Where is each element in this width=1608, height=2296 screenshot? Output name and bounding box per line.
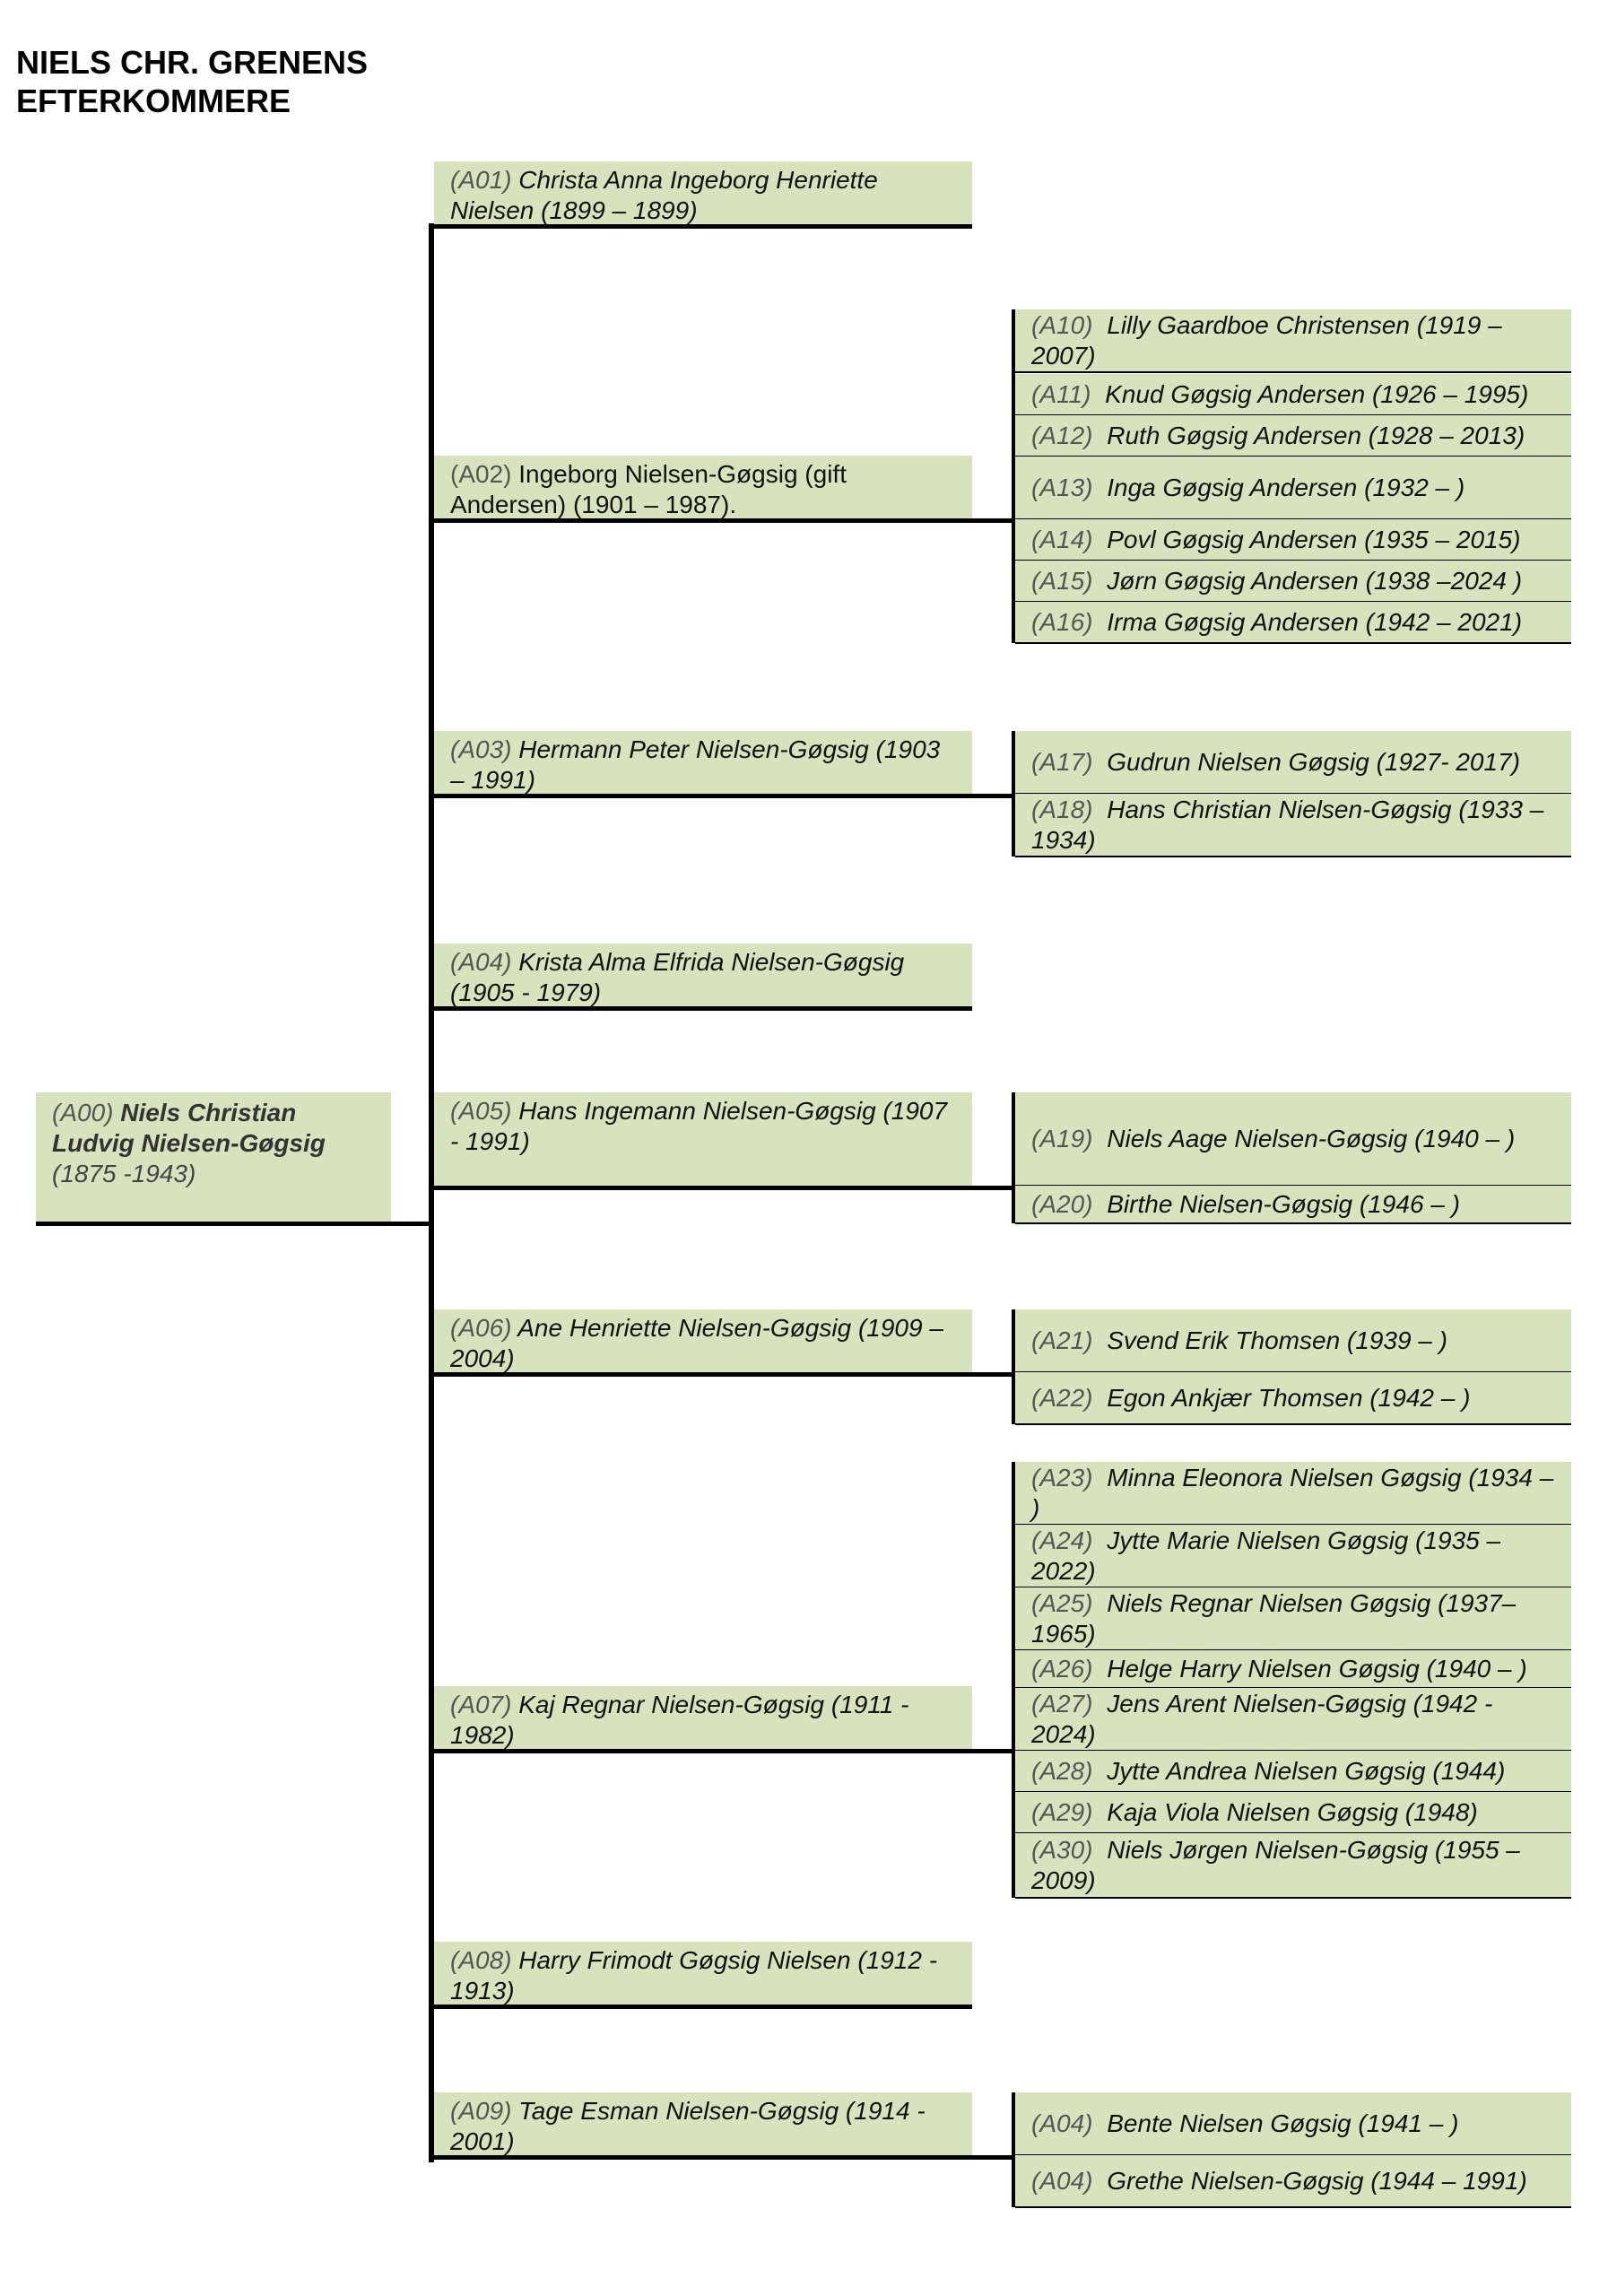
child-underline (434, 1186, 972, 1190)
grandchild-code: (A20) (1031, 1190, 1093, 1218)
child-to-grandchild-connector (972, 518, 1015, 523)
grandchild-name: Niels Aage Nielsen-Gøgsig (1940 – ) (1107, 1125, 1516, 1152)
grandchild-name: Bente Nielsen Gøgsig (1941 – ) (1107, 2109, 1459, 2137)
grandchild-text (1031, 1326, 1447, 1356)
child-box-a03 (434, 731, 972, 794)
grandchild-code: (A16) (1031, 608, 1093, 636)
grandchild-box-a15 (1015, 561, 1571, 602)
grandchild-text (1031, 1797, 1478, 1828)
grandchild-code: (A30) (1031, 1836, 1093, 1864)
grandchild-name: Lilly Gaardboe Christensen (1919 – 2007) (1031, 311, 1502, 370)
grandchild-box-a16 (1015, 602, 1571, 643)
grandchild-code: (A23) (1031, 1464, 1093, 1492)
grandchild-box-a21 (1015, 1309, 1571, 1372)
child-code: (A06) (450, 1314, 518, 1342)
grandchild-code: (A17) (1031, 748, 1093, 776)
grandchild-box-a23 (1015, 1462, 1571, 1525)
grandchild-separator (1015, 371, 1571, 373)
grandchild-name: Svend Erik Thomsen (1939 – ) (1107, 1326, 1447, 1354)
grandchild-name: Jytte Marie Nielsen Gøgsig (1935 – 2022) (1031, 1526, 1501, 1585)
root-person-box (36, 1092, 391, 1222)
grandchild-separator (1015, 1897, 1571, 1899)
child-name: Kaj Regnar Nielsen-Gøgsig (1911 - 1982) (450, 1691, 909, 1749)
child-underline (434, 2155, 972, 2160)
child-underline (434, 2005, 972, 2009)
child-box-a05 (434, 1092, 972, 1186)
child-name: Ane Henriette Nielsen-Gøgsig (1909 – 2004) (450, 1314, 943, 1372)
grandchild-box-a13 (1015, 457, 1571, 519)
child-to-grandchild-connector (972, 1372, 1015, 1377)
grandchild-name: Irma Gøgsig Andersen (1942 – 2021) (1107, 608, 1523, 636)
child-box-a01 (434, 161, 972, 224)
grandchild-name: Niels Jørgen Nielsen-Gøgsig (1955 – 2009) (1031, 1836, 1520, 1894)
grandchild-text (1031, 1835, 1555, 1896)
grandchild-code: (A13) (1031, 474, 1093, 501)
page-title: NIELS CHR. GRENENS EFTERKOMMERE (16, 44, 369, 119)
grandchild-box-a17 (1015, 731, 1571, 794)
child-name: Christa Anna Ingeborg Henriette Nielsen (1899 – 1899) (450, 166, 878, 224)
child-name: Krista Alma Elfrida Nielsen-Gøgsig (1905 - 1979) (450, 948, 905, 1006)
child-box-a07 (434, 1686, 972, 1749)
grandchild-box-a14 (1015, 519, 1571, 561)
grandchild-name: Knud Gøgsig Andersen (1926 – 1995) (1105, 380, 1529, 408)
grandchild-box-a27 (1015, 1688, 1571, 1751)
child-underline (434, 1006, 972, 1011)
grandchild-text (1031, 525, 1520, 555)
grandchild-box-a30 (1015, 1833, 1571, 1898)
child-underline (434, 1372, 972, 1377)
child-code: (A02) (450, 460, 519, 488)
child-name: Tage Esman Nielsen-Gøgsig (1914 - 2001) (450, 2097, 926, 2155)
grandchild-separator (1015, 642, 1571, 644)
grandchild-name: Hans Christian Nielsen-Gøgsig (1933 – 1934) (1031, 796, 1544, 854)
grandchild-name: Helge Harry Nielsen Gøgsig (1940 – ) (1107, 1655, 1527, 1683)
root-name: Niels Christian Ludvig Nielsen-Gøgsig (52, 1099, 326, 1157)
child-name: Harry Frimodt Gøgsig Nielsen (1912 - 1913) (450, 1946, 938, 2005)
grandchild-text (1031, 421, 1525, 451)
child-code: (A03) (450, 735, 519, 763)
child-code: (A05) (450, 1097, 519, 1125)
grandchild-text (1031, 747, 1520, 778)
grandchild-box-a11 (1015, 374, 1571, 415)
grandchild-name: Jens Arent Nielsen-Gøgsig (1942 - 2024) (1031, 1690, 1493, 1748)
grandchild-box-a25 (1015, 1587, 1571, 1650)
grandchild-box-a29 (1015, 1792, 1571, 1833)
grandchild-name: Gudrun Nielsen Gøgsig (1927- 2017) (1107, 748, 1520, 776)
grandchild-text (1031, 566, 1522, 596)
grandchild-code: (A10) (1031, 311, 1093, 339)
grandchild-separator (1015, 856, 1571, 857)
grandchild-name: Kaja Viola Nielsen Gøgsig (1948) (1107, 1798, 1478, 1826)
grandchild-code: (A27) (1031, 1690, 1093, 1718)
grandchild-text (1031, 473, 1465, 503)
child-underline (434, 794, 972, 798)
grandchild-box-a04 (1015, 2092, 1571, 2155)
grandchild-name: Inga Gøgsig Andersen (1932 – ) (1107, 474, 1465, 501)
grandchild-code: (A22) (1031, 1384, 1093, 1412)
grandchild-box-a10 (1015, 309, 1571, 372)
child-code: (A07) (450, 1691, 519, 1718)
grandchild-code: (A04) (1031, 2109, 1093, 2137)
grandchild-name: Egon Ankjær Thomsen (1942 – ) (1107, 1384, 1471, 1412)
grandchild-separator (1015, 1423, 1571, 1425)
grandchild-code: (A24) (1031, 1526, 1093, 1554)
grandchild-text (1031, 1383, 1470, 1413)
grandchild-name: Jørn Gøgsig Andersen (1938 –2024 ) (1107, 567, 1523, 595)
grandchild-text (1031, 2166, 1527, 2196)
child-name: Hans Ingemann Nielsen-Gøgsig (1907 - 1991) (450, 1097, 948, 1155)
grandchild-code: (A26) (1031, 1655, 1093, 1683)
child-to-grandchild-connector (972, 2155, 1015, 2160)
child-box-a06 (434, 1309, 972, 1372)
grandchild-box-a28 (1015, 1751, 1571, 1792)
grandchild-name: Birthe Nielsen-Gøgsig (1946 – ) (1107, 1190, 1460, 1218)
grandchild-text (1031, 310, 1555, 371)
child-underline (434, 224, 972, 229)
grandchild-name: Ruth Gøgsig Andersen (1928 – 2013) (1107, 422, 1525, 449)
child-box-a04 (434, 944, 972, 1006)
child-underline (434, 518, 972, 523)
child-code: (A09) (450, 2097, 519, 2125)
grandchild-separator (1015, 1222, 1571, 1224)
grandchild-box-a12 (1015, 415, 1571, 457)
grandchild-text (1031, 1654, 1527, 1684)
child-box-a08 (434, 1942, 972, 2005)
grandchild-box-a04 (1015, 2155, 1571, 2207)
grandchild-code: (A04) (1031, 2167, 1093, 2195)
child-underline (434, 1749, 972, 1753)
child-code: (A08) (450, 1946, 519, 1974)
grandchild-text (1031, 379, 1528, 410)
grandchild-text (1031, 607, 1522, 638)
grandchild-text (1031, 1689, 1555, 1750)
grandchild-code: (A11) (1031, 380, 1091, 408)
grandchild-code: (A18) (1031, 796, 1093, 823)
grandchild-code: (A21) (1031, 1326, 1093, 1354)
root-years: (1875 -1943) (52, 1160, 196, 1187)
grandchild-code: (A15) (1031, 567, 1093, 595)
grandchild-text (1031, 1756, 1505, 1787)
grandchild-text (1031, 1526, 1555, 1587)
child-code: (A01) (450, 166, 519, 194)
grandchild-text (1031, 1189, 1460, 1220)
grandchild-name: Jytte Andrea Nielsen Gøgsig (1944) (1107, 1757, 1506, 1785)
grandchild-code: (A25) (1031, 1589, 1093, 1617)
grandchild-code: (A19) (1031, 1125, 1093, 1152)
grandchild-text (1031, 1124, 1515, 1154)
grandchild-code: (A12) (1031, 422, 1093, 449)
grandchild-box-a24 (1015, 1525, 1571, 1587)
grandchild-text (1031, 2109, 1458, 2139)
grandchild-box-a20 (1015, 1186, 1571, 1223)
grandchild-name: Grethe Nielsen-Gøgsig (1944 – 1991) (1107, 2167, 1527, 2195)
grandchild-box-a22 (1015, 1372, 1571, 1424)
grandchild-text (1031, 795, 1555, 856)
grandchild-code: (A29) (1031, 1798, 1093, 1826)
child-to-grandchild-connector (972, 1749, 1015, 1753)
grandchild-text (1031, 1588, 1555, 1649)
child-box-a09 (434, 2092, 972, 2155)
child-to-grandchild-connector (972, 1186, 1015, 1190)
grandchild-text (1031, 1463, 1555, 1524)
child-name: Ingeborg Nielsen-Gøgsig (gift Andersen) (1901 – 1987). (450, 460, 847, 518)
child-name: Hermann Peter Nielsen-Gøgsig (1903 – 1991) (450, 735, 941, 794)
grandchild-name: Povl Gøgsig Andersen (1935 – 2015) (1107, 526, 1521, 553)
root-connector (36, 1222, 434, 1226)
grandchild-code: (A14) (1031, 526, 1093, 553)
grandchild-separator (1015, 2206, 1571, 2208)
root-code: (A00) (52, 1099, 114, 1126)
grandchild-name: Minna Eleonora Nielsen Gøgsig (1934 – ) (1031, 1464, 1554, 1522)
child-code: (A04) (450, 948, 519, 976)
child-box-a02 (434, 456, 972, 518)
grandchild-box-a26 (1015, 1650, 1571, 1688)
grandchild-box-a19 (1015, 1092, 1571, 1186)
child-to-grandchild-connector (972, 794, 1015, 798)
grandchild-box-a18 (1015, 794, 1571, 857)
grandchild-code: (A28) (1031, 1757, 1093, 1785)
grandchild-name: Niels Regnar Nielsen Gøgsig (1937– 1965) (1031, 1589, 1517, 1648)
